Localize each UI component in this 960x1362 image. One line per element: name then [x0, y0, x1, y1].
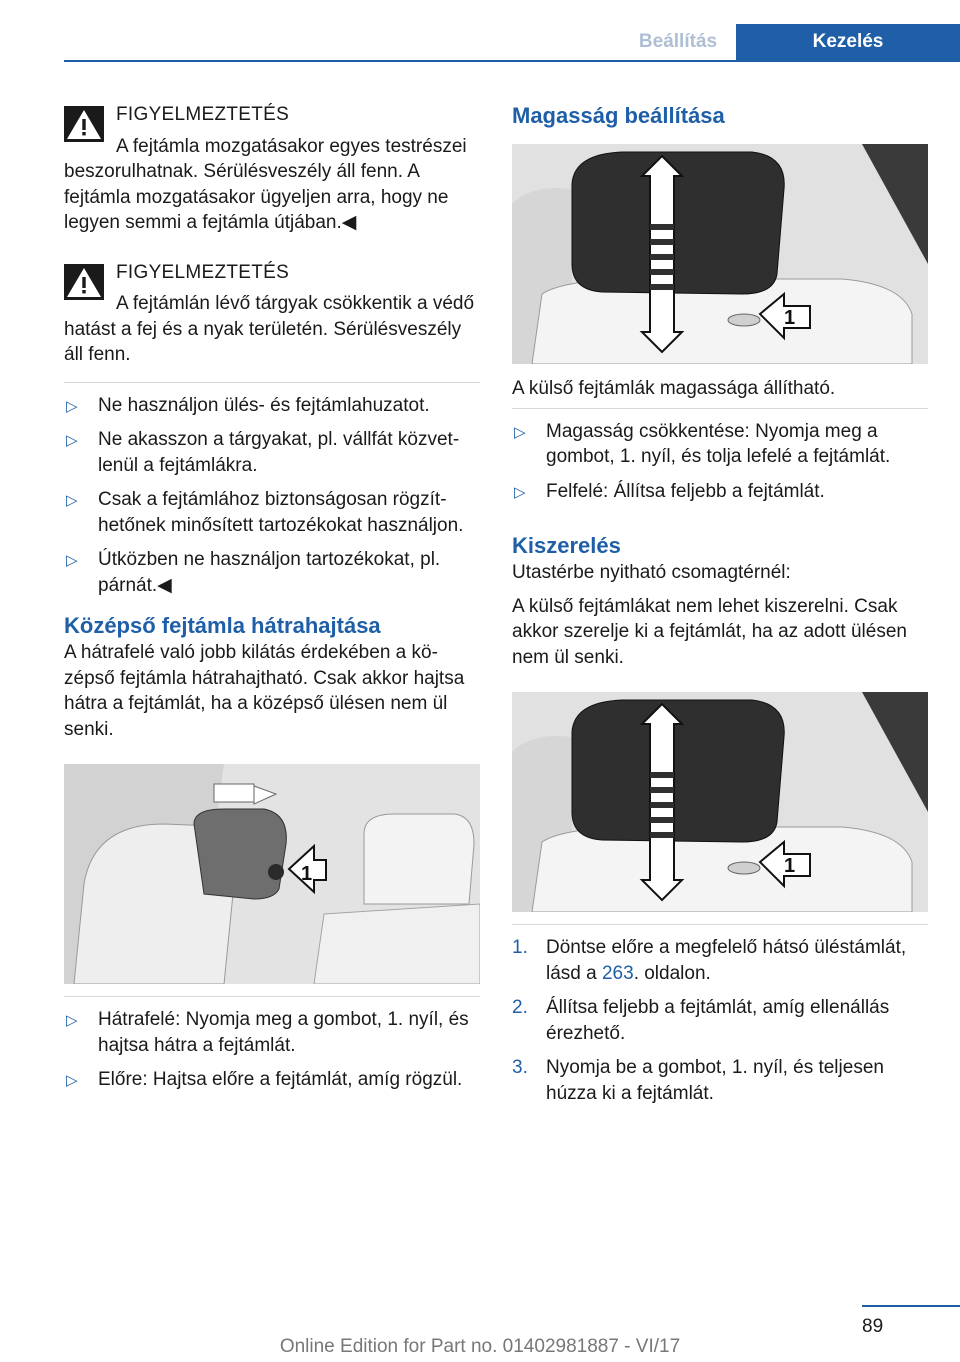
page-header [0, 0, 960, 62]
warning-text: A fejtámla mozgatásakor egyes testrészei beszorulhatnak. Sérülésveszély áll fenn. A fejtámla mozgatásakor ügyeljen arra, hogy ne legyen semmi a fejtámla útjában.◀ [64, 135, 467, 233]
list-item: 3. Nyomja be a gombot, 1. nyíl, és teljesen húzza ki a fejtámlát. [512, 1057, 884, 1104]
triangle-bullet-icon: ▷ [66, 1012, 78, 1029]
footer-text: Online Edition for Part no. 01402981887 - VI/17 [279, 1336, 681, 1357]
divider [64, 382, 480, 383]
triangle-bullet-icon: ▷ [66, 552, 78, 569]
headrest-removal-illustration [512, 692, 928, 912]
section-title: Kiszerelés [512, 533, 621, 558]
divider [64, 996, 480, 997]
triangle-bullet-icon: ▷ [514, 423, 526, 441]
warning-title: FIGYELMEZTETÉS [116, 104, 290, 125]
warning-text: A fejtámlán lévő tárgyak csökkentik a védő hatást a fej és a nyak területén. Sérülésveszély áll fenn. [64, 293, 475, 365]
warning-icon [64, 106, 104, 142]
section-text: A külső fejtámlákat nem lehet kiszerelni. Csak akkor szerelje ki a fejtámlát, ha az adott ülésen nem ül senki. [512, 595, 907, 668]
triangle-bullet-icon: ▷ [66, 432, 78, 449]
headrest-fold-illustration [64, 764, 480, 984]
list-item: 1. Döntse előre a megfelelő hátsó üléstámlát, lásd a 263. oldalon. [512, 937, 907, 984]
section-subtitle: Utastérbe nyitható csomagtérnél: [512, 562, 791, 583]
figure-caption: A külső fejtámlák magassága állítható. [512, 378, 836, 399]
section-title: Magasság beállítása [512, 103, 725, 128]
tab-beallitas[interactable]: Beállítás [620, 24, 736, 60]
warning-block [64, 250, 480, 368]
list-item: ▷ Felfelé: Állítsa feljebb a fejtámlát. [512, 479, 928, 505]
list-item: ▷ Útközben ne használjon tartozékokat, pl. párnát.◀ [66, 549, 441, 596]
list-item: ▷ Csak a fejtámlához biztonságosan rögzíthetőnek minősített tartozékokat használjon. [66, 489, 464, 536]
bullet-list [64, 1007, 480, 1093]
page-link[interactable]: 263 [601, 962, 634, 984]
bullet-list [512, 419, 928, 505]
figure-callout: 1 [301, 863, 313, 885]
warning-icon [64, 264, 104, 300]
tab-kezeles[interactable]: Kezelés [736, 24, 960, 60]
right-column [512, 92, 928, 1115]
triangle-bullet-icon: ▷ [66, 397, 78, 415]
figure-callout: 1 [784, 307, 796, 329]
divider [512, 408, 928, 409]
list-item: ▷ Hátrafelé: Nyomja meg a gombot, 1. nyíl, és hajtsa hátra a fejtámlát. [66, 1009, 469, 1056]
warning-block [64, 92, 480, 236]
header-divider [64, 60, 960, 62]
list-item: 2. Állítsa feljebb a fejtámlát, amíg ellenállás érezhető. [512, 997, 890, 1044]
triangle-bullet-icon: ▷ [514, 483, 526, 501]
figure-callout: 1 [784, 855, 796, 877]
divider [512, 924, 928, 925]
numbered-list [512, 935, 928, 1106]
list-item: ▷ Ne akasszon a tárgyakat, pl. vállfát közvetlenül a fejtámlákra. [66, 429, 460, 476]
warning-title: FIGYELMEZTETÉS [116, 261, 290, 283]
section-text: A hátrafelé való jobb kilátás érdekében a középső fejtámla hátrahajtható. Csak akkor hajtsa hátra a fejtámlát, ha a középső ülésen nem ül senki. [64, 642, 465, 740]
bullet-list [64, 393, 480, 599]
headrest-height-illustration [512, 144, 928, 364]
list-item: ▷ Ne használjon ülés- és fejtámlahuzatot. [64, 393, 480, 419]
page-number-divider [862, 1305, 960, 1307]
left-column [64, 92, 480, 1102]
list-item: ▷ Magasság csökkentése: Nyomja meg a gombot, 1. nyíl, és tolja lefelé a fejtámlát. [514, 420, 891, 467]
section-title: Középső fejtámla hátrahajtása [64, 613, 381, 638]
page-number: 89 [862, 1316, 884, 1337]
triangle-bullet-icon: ▷ [66, 1072, 78, 1089]
list-item: ▷ Előre: Hajtsa előre a fejtámlát, amíg rögzül. [64, 1067, 480, 1093]
triangle-bullet-icon: ▷ [66, 492, 78, 509]
